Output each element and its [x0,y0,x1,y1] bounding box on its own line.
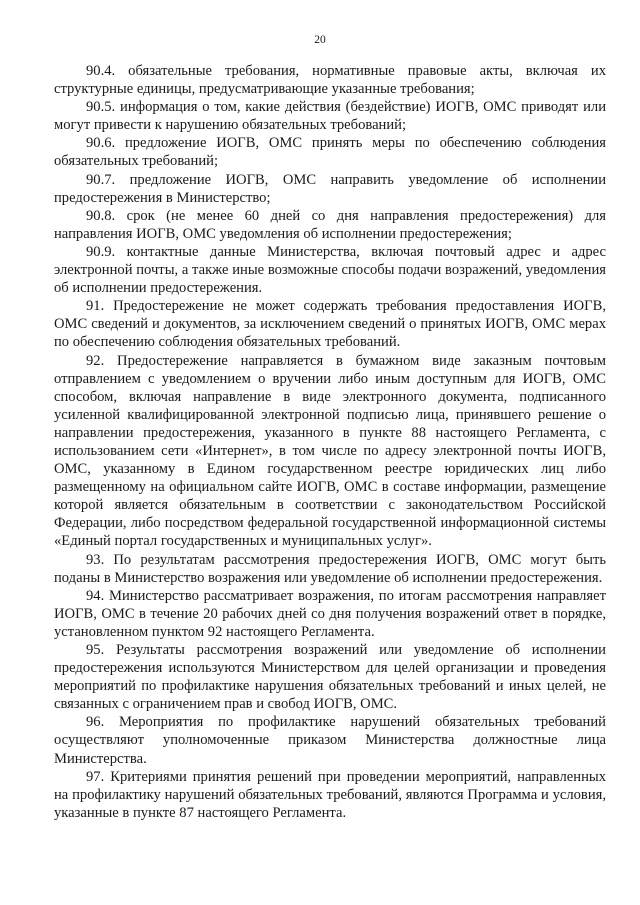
paragraph-number: 90.6. [86,135,116,152]
paragraph-text: обязательные требования, нормативные правовые акты, включая их структурные единицы, предусматривающие указанные требования; [54,63,606,98]
paragraph-90-9 [54,243,606,297]
paragraph-text: предложение ИОГВ, ОМС направить уведомление об исполнении предостережения в Министерство; [54,171,606,206]
paragraph-text: Предостережение не может содержать требования предоставления ИОГВ, ОМС сведений и документов, за исключением сведений о принятых ИОГВ, ОМС мерах по обеспечению соблюдения обязательных требований. [54,298,606,351]
paragraph-number: 90.9. [86,243,116,260]
paragraph-94 [54,587,606,641]
paragraph-text: Результаты рассмотрения возражений или уведомление об исполнении предостережения используются Министерством для целей организации и проведения мероприятий по профилактике нарушения обязательных требований и иных целей, не связанных с ограничением прав и свобод ИОГВ, ОМС. [54,642,606,713]
paragraph-text: По результатам рассмотрения предостережения ИОГВ, ОМС могут быть поданы в Министерство возражения или уведомление об исполнении предостережения. [54,551,606,586]
paragraph-text: срок (не менее 60 дней со дня направления предостережения) для направления ИОГВ, ОМС уведомления об исполнении предостережения; [54,207,606,242]
paragraph-text: предложение ИОГВ, ОМС принять меры по обеспечению соблюдения обязательных требований; [54,135,606,170]
paragraph-text: Критериями принятия решений при проведении мероприятий, направленных на профилактику нарушений обязательных требований, являются Программа и условия, указанные в пункте 87 настоящего Регламента. [54,768,606,821]
paragraph-92 [54,352,606,551]
paragraph-number: 90.7. [86,171,116,188]
paragraph-text: Мероприятия по профилактике нарушений обязательных требований осуществляют уполномоченные приказом Министерства должностные лица Министерства. [54,714,606,767]
paragraph-96 [54,713,606,767]
paragraph-number: 96. [86,714,105,731]
paragraph-number: 90.5. [86,99,116,116]
paragraph-93 [54,551,606,587]
paragraph-90-8 [54,207,606,243]
paragraph-90-5 [54,98,606,134]
paragraph-90-7 [54,171,606,207]
paragraph-90-4 [54,62,606,98]
paragraph-number: 97. [86,768,105,785]
paragraph-number: 90.4. [86,63,116,79]
paragraph-95 [54,641,606,713]
page-number: 20 [314,34,326,46]
paragraph-text: Министерство рассматривает возражения, по итогам рассмотрения направляет ИОГВ, ОМС в течение 20 рабочих дней со дня получения возражений ответ в порядке, установленном пунктом 92 настоящего Регламента. [54,587,606,640]
paragraph-90-6 [54,134,606,170]
document-body [54,62,606,822]
paragraph-number: 91. [86,298,105,315]
paragraph-number: 92. [86,352,105,369]
paragraph-text: информация о том, какие действия (бездействие) ИОГВ, ОМС приводят или могут привести к нарушению обязательных требований; [54,99,606,134]
paragraph-91 [54,297,606,351]
paragraph-97 [54,768,606,822]
paragraph-text: контактные данные Министерства, включая почтовый адрес и адрес электронной почты, а также иные возможные способы подачи возражений, уведомления об исполнении предостережения. [54,243,606,297]
paragraph-number: 90.8. [86,207,116,224]
paragraph-number: 94. [86,587,105,604]
paragraph-text: Предостережение направляется в бумажном виде заказным почтовым отправлением с уведомлением о вручении либо иным доступным для ИОГВ, ОМС способом, включая направление в виде электронного документа, подписанного усиленной квалифицированной электронной подписью лица, принявшего решение о направлении предостережения, указанного в пункте 88 настоящего Регламента, с использованием сети «Интернет», в том числе по адресу электронной почты ИОГВ, ОМС, указанному в Едином государственном реестре юридических лиц либо размещенному на официальном сайте ИОГВ, ОМС в составе информации, размещение которой является обязательным в соответствии с законодательством Российской Федерации, либо посредством федеральной государственной информационной системы «Единый портал государственных и муниципальных услуг». [54,352,606,550]
paragraph-number: 95. [86,642,105,658]
paragraph-number: 93. [86,551,105,568]
